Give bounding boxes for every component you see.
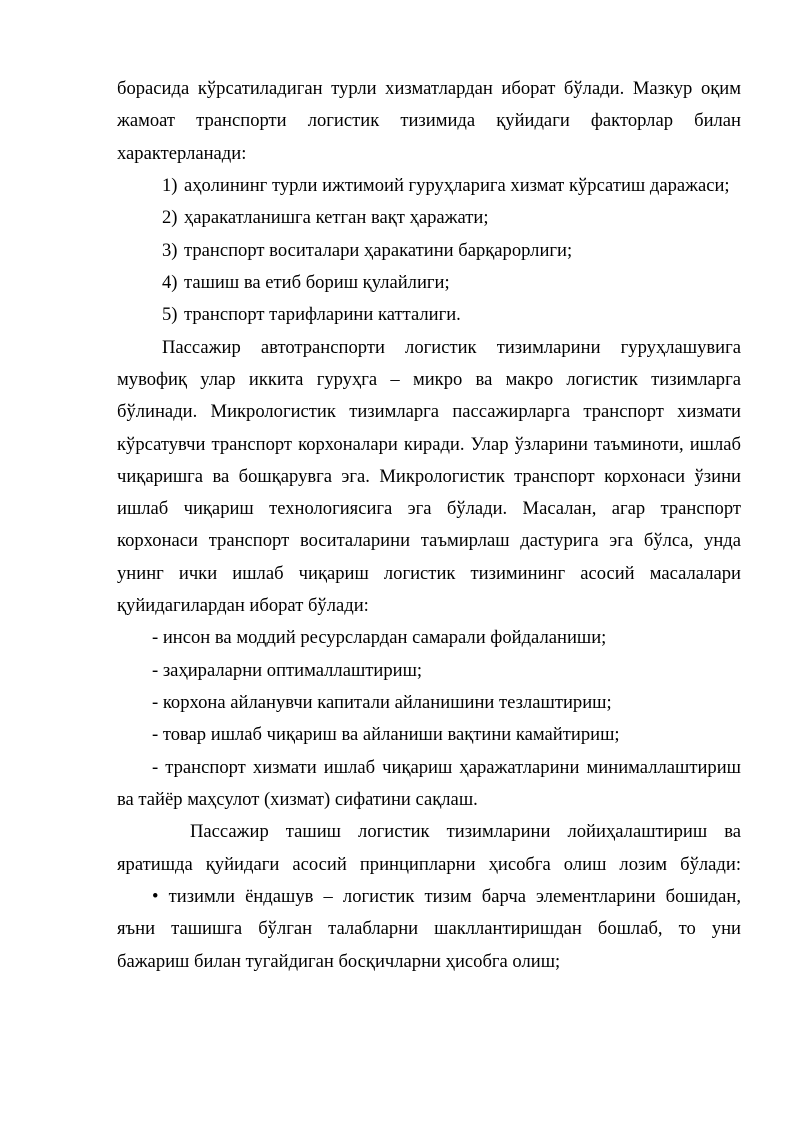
factor-number: 3) <box>162 240 178 261</box>
factor-text: транспорт воситалари ҳаракатини барқарорлиги; <box>184 240 573 261</box>
paragraph-line: чиқаришга ва бошқарувга эга. Микрологистик транспорт корхонаси ўзини <box>117 466 741 487</box>
factor-text: ҳаракатланишга кетган вақт ҳаражати; <box>184 207 489 228</box>
paragraph-line: жамоат транспорти логистик тизимида қуйидаги факторлар билан <box>117 110 741 131</box>
factor-text: аҳолининг турли ижтимоий гуруҳларига хизмат кўрсатиш даражаси; <box>184 175 730 196</box>
task-item: - инсон ва моддий ресурслардан самарали фойдаланиши; <box>152 627 607 648</box>
task-item: - транспорт хизмати ишлаб чиқариш ҳаражатларини минималлаштириш <box>152 757 741 778</box>
principle-line: яъни ташишга бўлган талабларни шакллантиришдан бошлаб, то уни <box>117 918 741 939</box>
factor-number: 1) <box>162 175 178 196</box>
task-item: - товар ишлаб чиқариш ва айланиши вақтини камайтириш; <box>152 724 620 745</box>
principle-bullet-line: • тизимли ёндашув – логистик тизим барча элементларини бошидан, <box>152 886 741 907</box>
factor-item <box>162 238 572 264</box>
principle-line: бажариш билан тугайдиган босқичларни ҳисобга олиш; <box>117 951 561 972</box>
factor-number: 4) <box>162 272 178 293</box>
paragraph-line: бўлинади. Микрологистик тизимларга пассажирларга транспорт хизмати <box>117 401 741 422</box>
factor-text: транспорт тарифларини катталиги. <box>184 304 461 325</box>
paragraph-line: корхонаси транспорт воситаларини таъмирлаш дастурига эга бўлса, унда <box>117 530 741 551</box>
paragraph-line: Пассажир автотранспорти логистик тизимларини гуруҳлашувига <box>162 337 741 358</box>
factor-number: 2) <box>162 207 178 228</box>
paragraph-line: мувофиқ улар иккита гуруҳга – микро ва макро логистик тизимларга <box>117 369 741 390</box>
factor-text: ташиш ва етиб бориш қулайлиги; <box>184 272 450 293</box>
paragraph-line: характерланади: <box>117 143 247 164</box>
paragraph-line: ишлаб чиқариш технологиясига эга бўлади. Масалан, агар транспорт <box>117 498 741 519</box>
paragraph-line: қуйидагилардан иборат бўлади: <box>117 595 369 616</box>
factor-item <box>162 270 450 296</box>
factor-item <box>162 302 461 328</box>
factor-item <box>162 173 730 199</box>
paragraph-line: унинг ички ишлаб чиқариш логистик тизимининг асосий масалалари <box>117 563 741 584</box>
task-continuation: ва тайёр маҳсулот (хизмат) сифатини сақлаш. <box>117 789 478 810</box>
task-item: - корхона айланувчи капитали айланишини тезлаштириш; <box>152 692 612 713</box>
paragraph-line: яратишда қуйидаги асосий принципларни ҳисобга олиш лозим бўлади: <box>117 854 741 875</box>
task-item: - заҳираларни оптималлаштириш; <box>152 660 423 681</box>
paragraph-line: кўрсатувчи транспорт корхоналари киради. Улар ўзларини таъминоти, ишлаб <box>117 434 741 455</box>
paragraph-line: Пассажир ташиш логистик тизимларини лойиҳалаштириш ва <box>190 821 741 842</box>
factor-item <box>162 205 489 231</box>
factor-number: 5) <box>162 304 178 325</box>
paragraph-line: борасида кўрсатиладиган турли хизматлардан иборат бўлади. Мазкур оқим <box>117 78 741 99</box>
